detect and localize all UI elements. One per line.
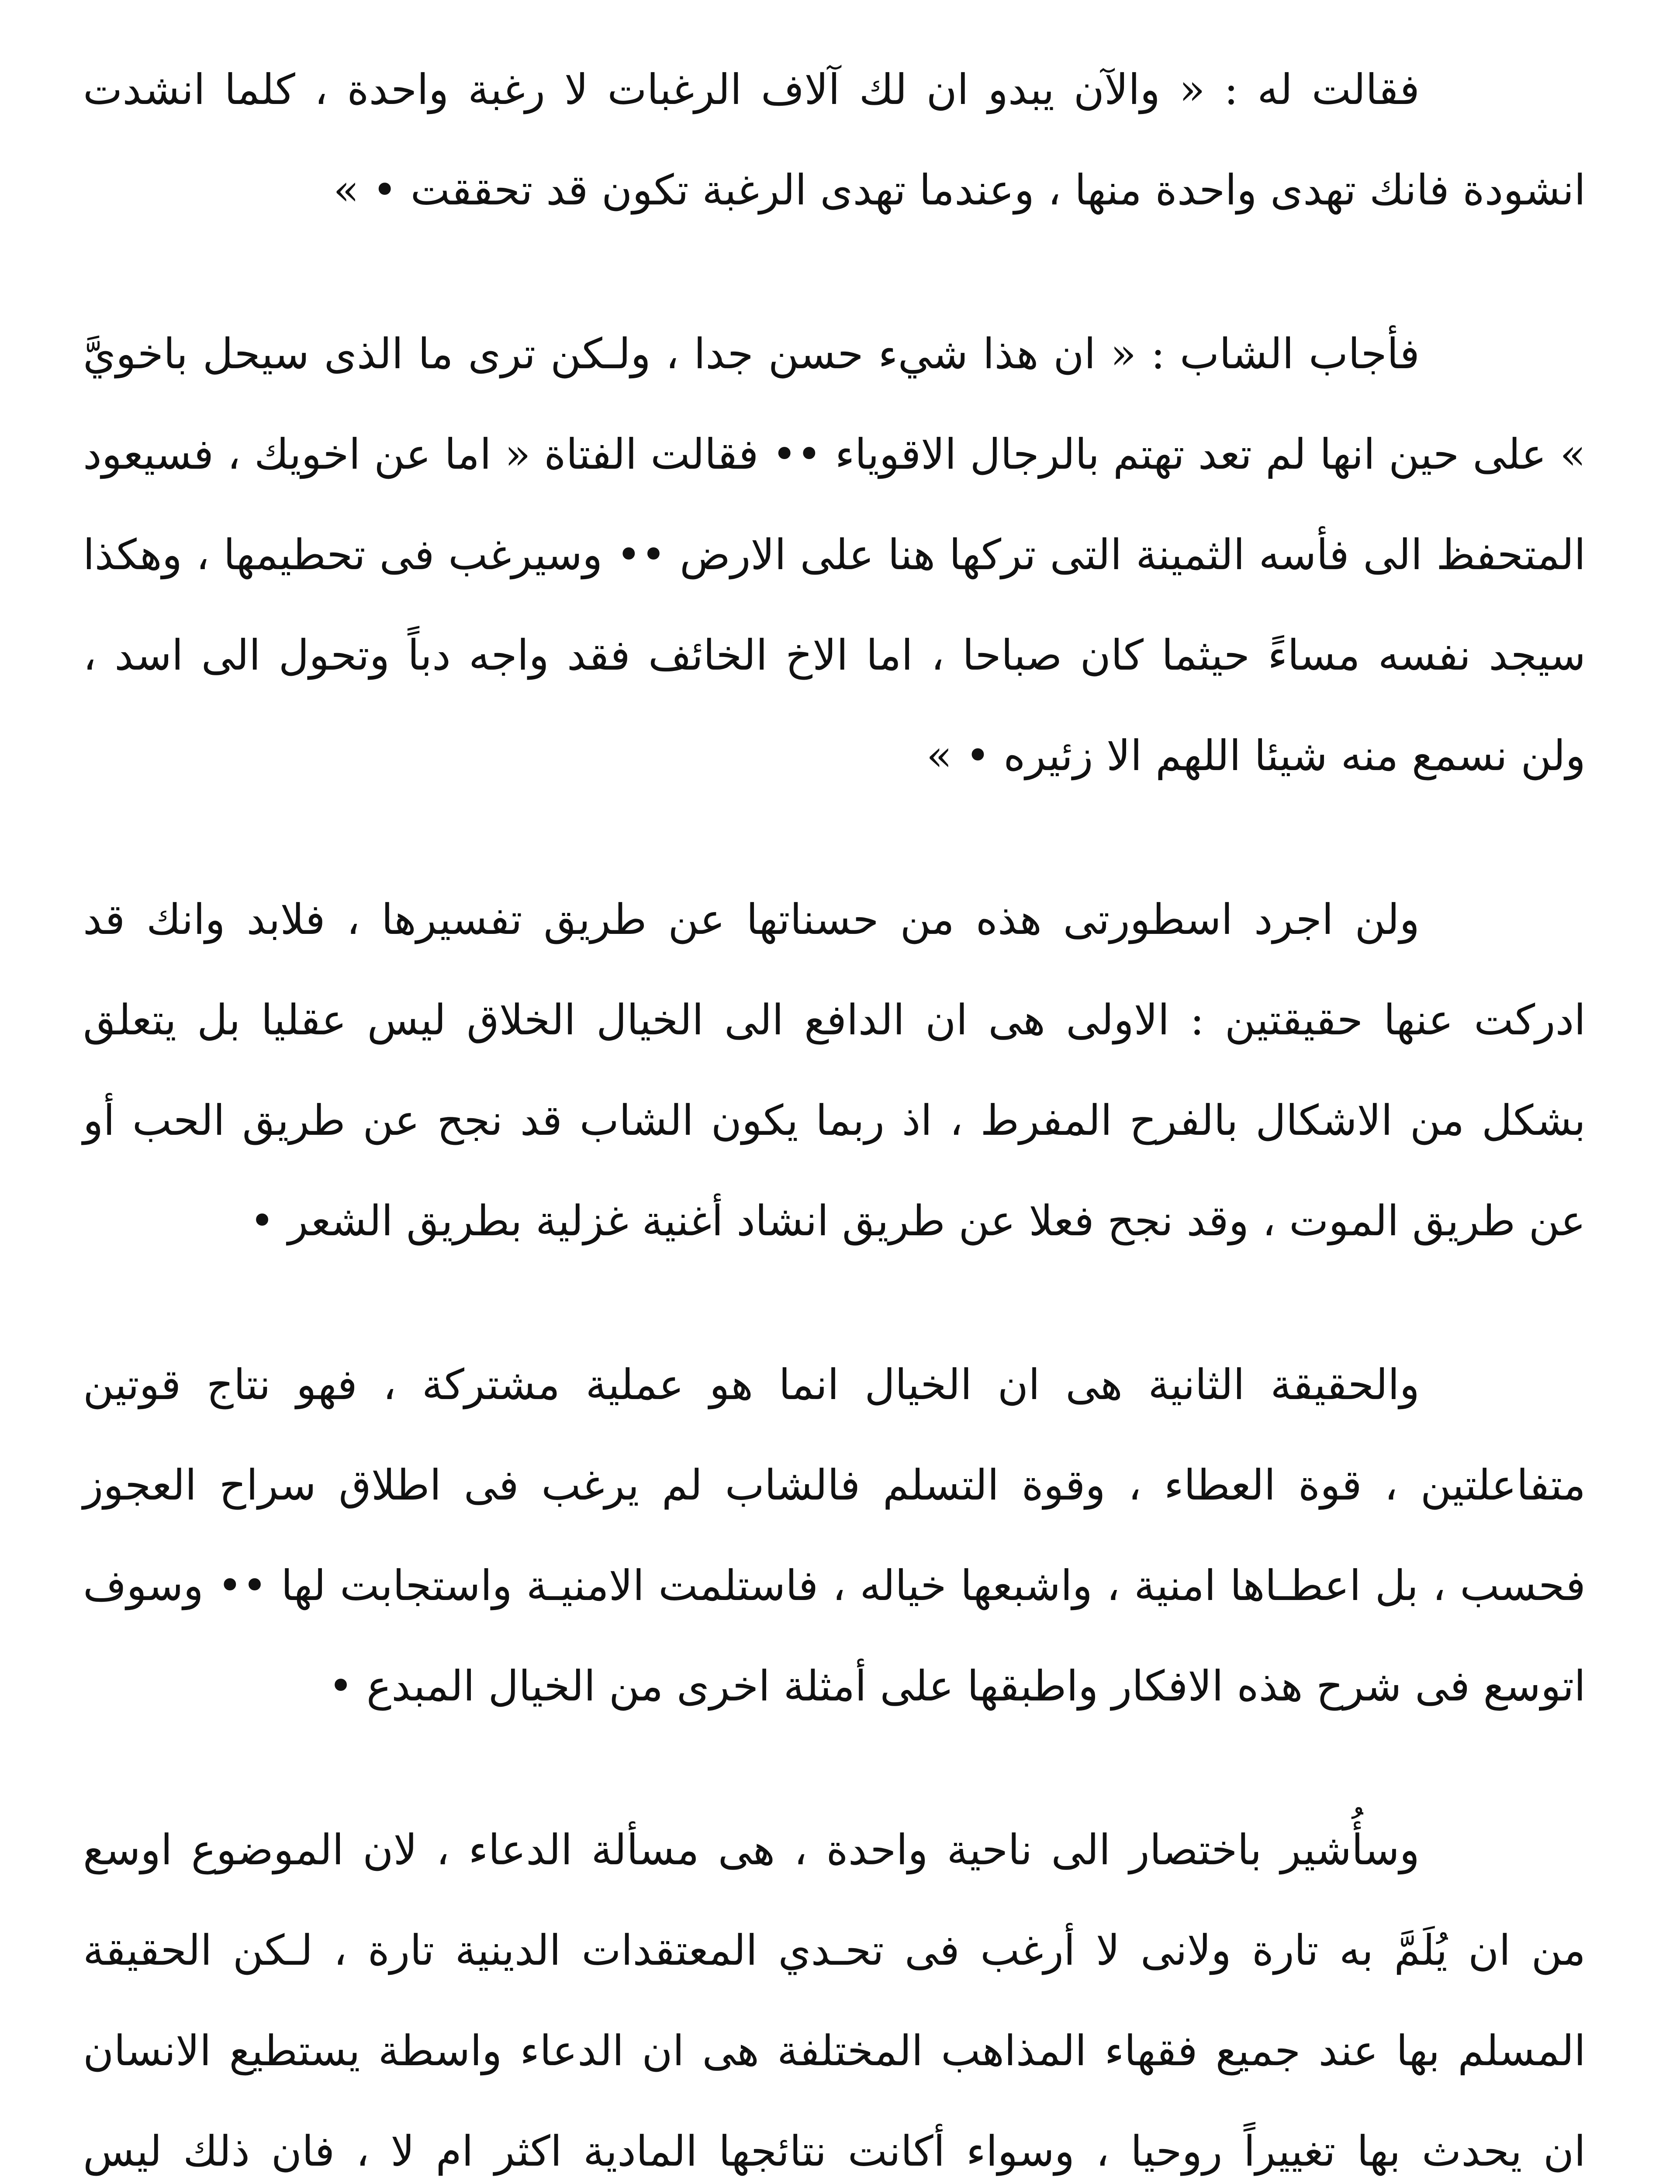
paragraph-2: فأجاب الشاب : « ان هذا شيء حسن جدا ، ولـكن ترى ما الذى سيحل باخويَّ » على حين انها لم تعد تهتم بالرجال الاقوياء •• فقالت الفتاة « اما عن اخويك ، فسيعود المتحفظ الى فأسه الثمينة التى تركها هنا على الارض •• وسيرغب فى تحطيمها ، وهكذا سيجد نفسه مساءً حيثما كان صباحا ، اما الاخ الخائف فقد واجه دباً وتحول الى اسد ، ولن نسمع منه شيئا اللهم الا زئيره • »	[83, 329, 1586, 780]
paragraph-4: والحقيقة الثانية هى ان الخيال انما هو عملية مشتركة ، فهو نتاج قوتين متفاعلتين ، قوة العطاء ، وقوة التسلم فالشاب لم يرغب فى اطلاق سراح العجوز فحسب ، بل اعطـاها امنية ، واشبعها خياله ، فاستلمت الامنيـة واستجابت لها •• وسوف اتوسع فى شرح هذه الافكار واطبقها على أمثلة اخرى من الخيال المبدع •	[83, 1360, 1586, 1711]
paragraph-3: ولن اجرد اسطورتى هذه من حسناتها عن طريق تفسيرها ، فلابد وانك قد ادركت عنها حقيقتين : الاولى هى ان الدافع الى الخيال الخلاق ليس عقليا بل يتعلق بشكل من الاشكال بالفرح المفرط ، اذ ربما يكون الشاب قد نجح عن طريق الحب أو عن طريق الموت ، وقد نجح فعلا عن طريق انشاد أغنية غزلية بطريق الشعر •	[83, 895, 1586, 1245]
body-text	[83, 39, 1586, 2184]
paragraph-5: وسأُشير باختصار الى ناحية واحدة ، هى مسألة الدعاء ، لان الموضوع اوسع من ان يُلَمَّ به تارة ولانى لا أرغب فى تحـدي المعتقدات الدينية تارة ، لـكن الحقيقة المسلم بها عند جميع فقهاء المذاهب المختلفة هى ان الدعاء واسطة يستطيع الانسان ان يحدث بها تغييراً روحيا ، وسواء أكانت نتائجها المادية اكثر ام لا ، فان ذلك ليس	[83, 1825, 1586, 2176]
paragraph-1: فقالت له : « والآن يبدو ان لك آلاف الرغبات لا رغبة واحدة ، كلما انشدت انشودة فانك تهدى واحدة منها ، وعندما تهدى الرغبة تكون قد تحققت • »	[83, 65, 1586, 214]
